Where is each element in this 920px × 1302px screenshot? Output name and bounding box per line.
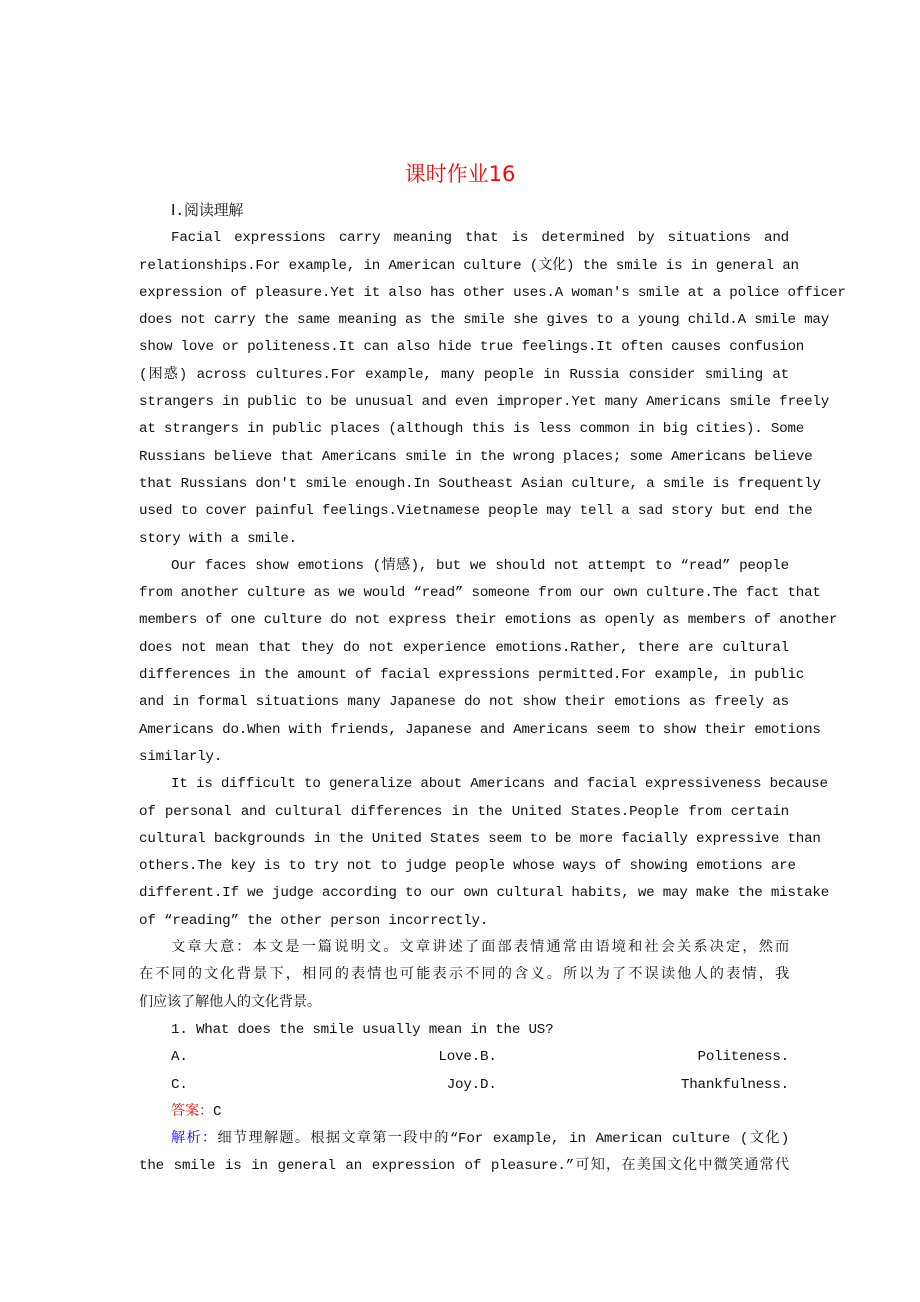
section-heading: Ⅰ.阅读理解 bbox=[171, 203, 244, 220]
paragraph-line: used to cover painful feelings.Vietnamese people may tell a sad story but end the bbox=[139, 503, 813, 520]
answer-label: 答案： bbox=[171, 1103, 213, 1120]
analysis-line: the smile is in general an expression of pleasure.”可知，在美国文化中微笑通常代 bbox=[139, 1158, 789, 1175]
paragraph-line: Facial expressions carry meaning that is determined by situations and bbox=[171, 230, 789, 247]
paragraph-line: different.If we judge according to our own cultural habits, we may make the mistake bbox=[139, 885, 830, 902]
option-a: A. Love. bbox=[171, 1049, 480, 1066]
paragraph-line: Americans do.When with friends, Japanese and Americans seem to show their emotions bbox=[139, 721, 821, 738]
paragraph-line: from another culture as we would “read” someone from our own culture.The fact that bbox=[139, 585, 821, 602]
paragraph-line: and in formal situations many Japanese do not show their emotions as freely as bbox=[139, 694, 789, 711]
paragraph-line: story with a smile. bbox=[139, 530, 297, 547]
question-stem: 1. What does the smile usually mean in the US? bbox=[171, 1021, 554, 1038]
answer-value: C bbox=[212, 1103, 222, 1120]
paragraph-line: differences in the amount of facial expressions permitted.For example, in public bbox=[139, 667, 805, 684]
paragraph-line: that Russians don't smile enough.In Southeast Asian culture, a smile is frequently bbox=[139, 475, 821, 492]
paragraph-line: others.The key is to try not to judge people whose ways of showing emotions are bbox=[139, 858, 796, 875]
paragraph-line: similarly. bbox=[139, 748, 223, 765]
page-title: 课时作业16 bbox=[404, 162, 516, 186]
paragraph-line: Our faces show emotions (情感), but we should not attempt to “read” people bbox=[171, 557, 789, 574]
paragraph-line: 文章大意：本文是一篇说明文。文章讲述了面部表情通常由语境和社会关系决定，然而 bbox=[171, 940, 789, 957]
paragraph-line: cultural backgrounds in the United States seem to be more facially expressive than bbox=[139, 830, 821, 847]
options-row-1 bbox=[139, 1044, 789, 1071]
paragraph-line: expression of pleasure.Yet it also has other uses.A woman's smile at a police officer bbox=[139, 284, 846, 301]
paragraph-line: (困惑) across cultures.For example, many people in Russia consider smiling at bbox=[139, 366, 789, 383]
document-body bbox=[139, 198, 846, 1181]
options-row-2 bbox=[139, 1072, 789, 1099]
paragraph-line: It is difficult to generalize about Americans and facial expressiveness because bbox=[171, 776, 828, 793]
paragraph-line: of “reading” the other person incorrectly. bbox=[139, 912, 489, 929]
paragraph-line: at strangers in public places (although this is less common in big cities). Some bbox=[139, 421, 805, 438]
reading-passage bbox=[139, 225, 846, 1017]
paragraph-line: 在不同的文化背景下，相同的表情也可能表示不同的含义。所以为了不误读他人的表情，我 bbox=[139, 967, 789, 984]
paragraph-line: Russians believe that Americans smile in the wrong places; some Americans believe bbox=[139, 448, 813, 465]
answer bbox=[139, 1099, 789, 1126]
paragraph-line: of personal and cultural differences in the United States.People from certain bbox=[139, 803, 789, 820]
paragraph-line: 们应该了解他人的文化背景。 bbox=[139, 994, 321, 1011]
analysis-label: 解析： bbox=[171, 1131, 218, 1148]
paragraph-line: does not mean that they do not experience emotions.Rather, there are cultural bbox=[139, 639, 789, 656]
analysis-line bbox=[139, 1126, 789, 1153]
paragraph-line: show love or politeness.It can also hide true feelings.It often causes confusion bbox=[139, 339, 805, 356]
paragraph-line: strangers in public to be unusual and even improper.Yet many Americans smile freely bbox=[139, 394, 830, 411]
analysis-text: 细节理解题。根据文章第一段中的“For example, in American culture (文化) bbox=[217, 1131, 790, 1148]
paragraph-line: members of one culture do not express their emotions as openly as members of another bbox=[139, 612, 838, 629]
option-c: C. Joy. bbox=[171, 1076, 480, 1093]
paragraph-line: relationships.For example, in American culture (文化) the smile is in general an bbox=[139, 257, 799, 274]
option-d: D. Thankfulness. bbox=[480, 1076, 789, 1093]
option-b: B. Politeness. bbox=[480, 1049, 789, 1066]
paragraph-line: does not carry the same meaning as the smile she gives to a young child.A smile may bbox=[139, 312, 830, 329]
